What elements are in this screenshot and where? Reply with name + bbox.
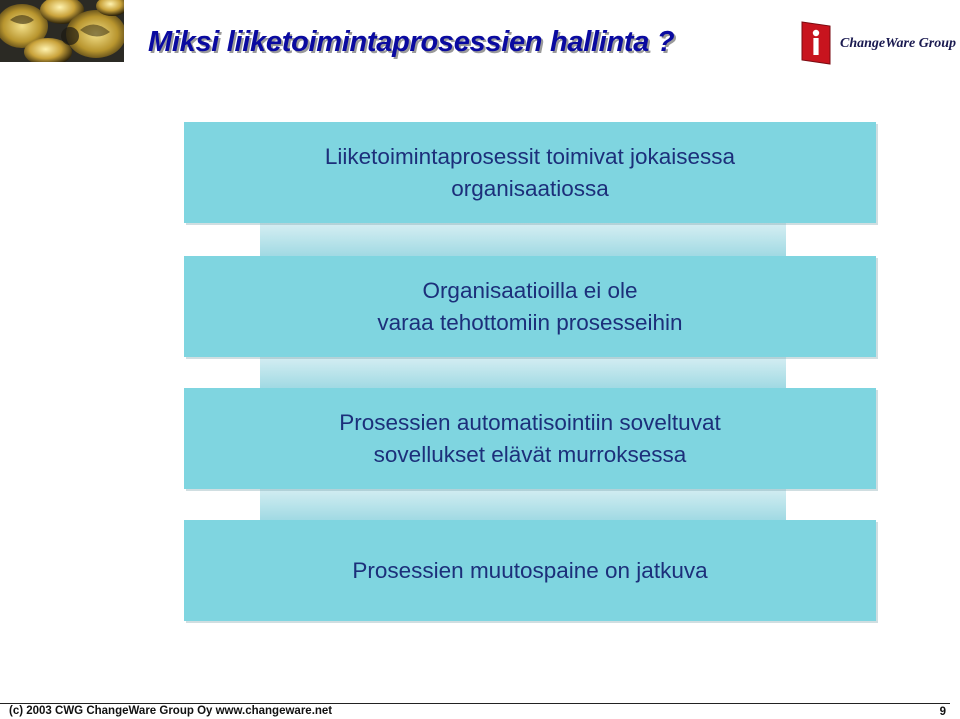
changeware-logo-icon <box>800 20 832 66</box>
page-number: 9 <box>939 706 946 718</box>
flow-box-2 <box>184 256 876 357</box>
flow-box-3 <box>184 388 876 489</box>
flow-box-3-line-1: Prosessien automatisointiin soveltuvat <box>339 409 721 435</box>
flow-box-1-line-1: Liiketoimintaprosessit toimivat jokaisessa <box>324 143 736 169</box>
logo-text: ChangeWare Group <box>840 36 957 51</box>
flow-box-3-line-2: sovellukset elävät murroksessa <box>373 441 687 467</box>
flow-box-4-line-1: Prosessien muutospaine on jatkuva <box>352 557 708 583</box>
footer-divider <box>0 703 950 704</box>
page-title: Miksi liiketoimintaprosessien hallinta ? <box>148 26 675 58</box>
changeware-logo <box>800 20 960 68</box>
flow-connector <box>260 223 786 257</box>
golden-coins-image <box>0 0 124 62</box>
footer-copyright: (c) 2003 CWG ChangeWare Group Oy www.changeware.net <box>9 705 333 717</box>
flow-box-1-line-2: organisaatiossa <box>451 175 609 201</box>
flow-box-2-line-1: Organisaatioilla ei ole <box>422 277 638 303</box>
flow-connector <box>260 356 786 389</box>
flow-connector <box>260 487 786 521</box>
flow-box-1 <box>184 122 876 223</box>
flow-box-2-line-2: varaa tehottomiin prosesseihin <box>377 309 683 335</box>
flow-box-4 <box>184 520 876 621</box>
